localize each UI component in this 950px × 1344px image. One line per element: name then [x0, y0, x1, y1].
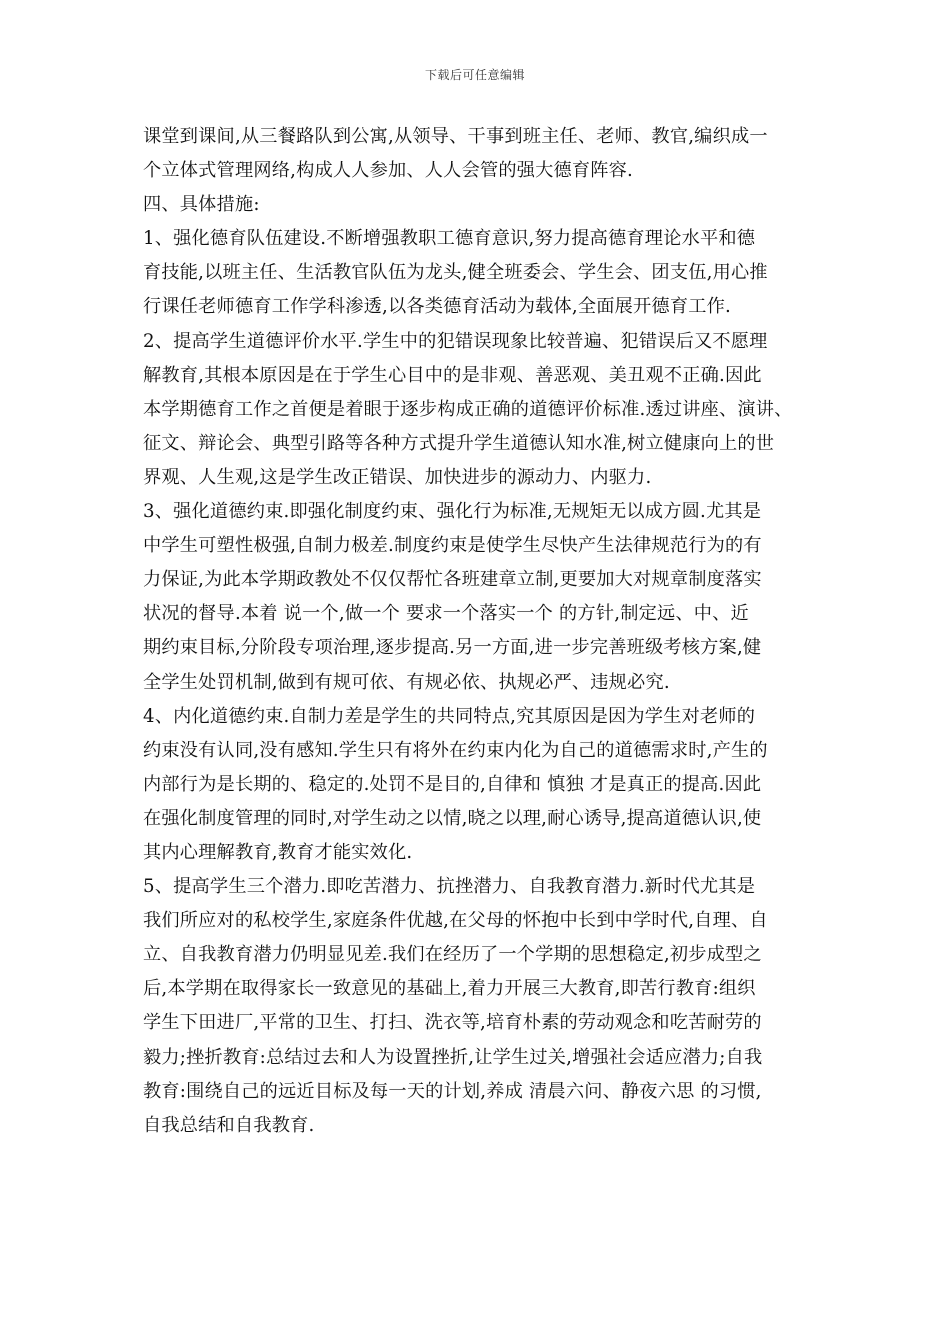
text-line: 我们所应对的私校学生,家庭条件优越,在父母的怀抱中长到中学时代,自理、自 — [143, 910, 768, 932]
text-line: 学生下田进厂,平常的卫生、打扫、洗衣等,培育朴素的劳动观念和吃苦耐劳的 — [143, 1012, 762, 1034]
text-line: 5、提高学生三个潜力.即吃苦潜力、抗挫潜力、自我教育潜力.新时代尤其是 — [143, 876, 756, 898]
text-line: 中学生可塑性极强,自制力极差.制度约束是使学生尽快产生法律规范行为的有 — [143, 535, 762, 557]
text-line: 界观、人生观,这是学生改正错误、加快进步的源动力、内驱力. — [143, 466, 652, 488]
text-line: 其内心理解教育,教育才能实效化. — [143, 841, 413, 863]
page-header: 下载后可任意编辑 — [424, 68, 525, 82]
text-line: 教育:围绕自己的远近目标及每一天的计划,养成 清晨六问、静夜六思 的习惯, — [143, 1080, 762, 1102]
text-line: 2、提高学生道德评价水平.学生中的犯错误现象比较普遍、犯错误后又不愿理 — [143, 330, 768, 352]
text-line: 3、强化道德约束.即强化制度约束、强化行为标准,无规矩无以成方圆.尤其是 — [143, 501, 762, 523]
section-heading: 四、具体措施: — [143, 194, 260, 216]
text-line: 后,本学期在取得家长一致意见的基础上,着力开展三大教育,即苦行教育:组织 — [143, 978, 756, 1000]
text-line: 全学生处罚机制,做到有规可依、有规必依、执规必严、违规必究. — [143, 671, 670, 693]
text-line: 本学期德育工作之首便是着眼于逐步构成正确的道德评价标准.透过讲座、演讲、 — [143, 398, 793, 420]
text-line: 立、自我教育潜力仍明显见差.我们在经历了一个学期的思想稳定,初步成型之 — [143, 944, 762, 966]
text-line: 期约束目标,分阶段专项治理,逐步提高.另一方面,进一步完善班级考核方案,健 — [143, 637, 762, 659]
text-line: 内部行为是长期的、稳定的.处罚不是目的,自律和 慎独 才是真正的提高.因此 — [143, 773, 762, 795]
text-line: 1、强化德育队伍建设.不断增强教职工德育意识,努力提高德育理论水平和德 — [143, 228, 756, 250]
text-line: 育技能,以班主任、生活教官队伍为龙头,健全班委会、学生会、团支伍,用心推 — [143, 262, 768, 284]
text-line: 约束没有认同,没有感知.学生只有将外在约束内化为自己的道德需求时,产生的 — [143, 739, 768, 761]
text-line: 4、内化道德约束.自制力差是学生的共同特点,究其原因是因为学生对老师的 — [143, 705, 756, 727]
document-body — [143, 120, 823, 1143]
text-line: 力保证,为此本学期政教处不仅仅帮忙各班建章立制,更要加大对规章制度落实 — [143, 569, 762, 591]
text-line: 状况的督导.本着 说一个,做一个 要求一个落实一个 的方针,制定远、中、近 — [143, 603, 749, 625]
text-line: 个立体式管理网络,构成人人参加、人人会管的强大德育阵容. — [143, 160, 634, 182]
text-line: 毅力;挫折教育:总结过去和人为设置挫折,让学生过关,增强社会适应潜力;自我 — [143, 1046, 763, 1068]
text-line: 行课任老师德育工作学科渗透,以各类德育活动为载体,全面展开德育工作. — [143, 296, 731, 318]
text-line: 在强化制度管理的同时,对学生动之以情,晓之以理,耐心诱导,提高道德认识,使 — [143, 807, 762, 829]
text-line: 征文、辩论会、典型引路等各种方式提升学生道德认知水准,树立健康向上的世 — [143, 432, 775, 454]
text-line: 自我总结和自我教育. — [143, 1114, 315, 1136]
text-line: 解教育,其根本原因是在于学生心目中的是非观、善恶观、美丑观不正确.因此 — [143, 364, 762, 386]
text-line: 课堂到课间,从三餐路队到公寓,从领导、干事到班主任、老师、教官,编织成一 — [143, 126, 768, 147]
